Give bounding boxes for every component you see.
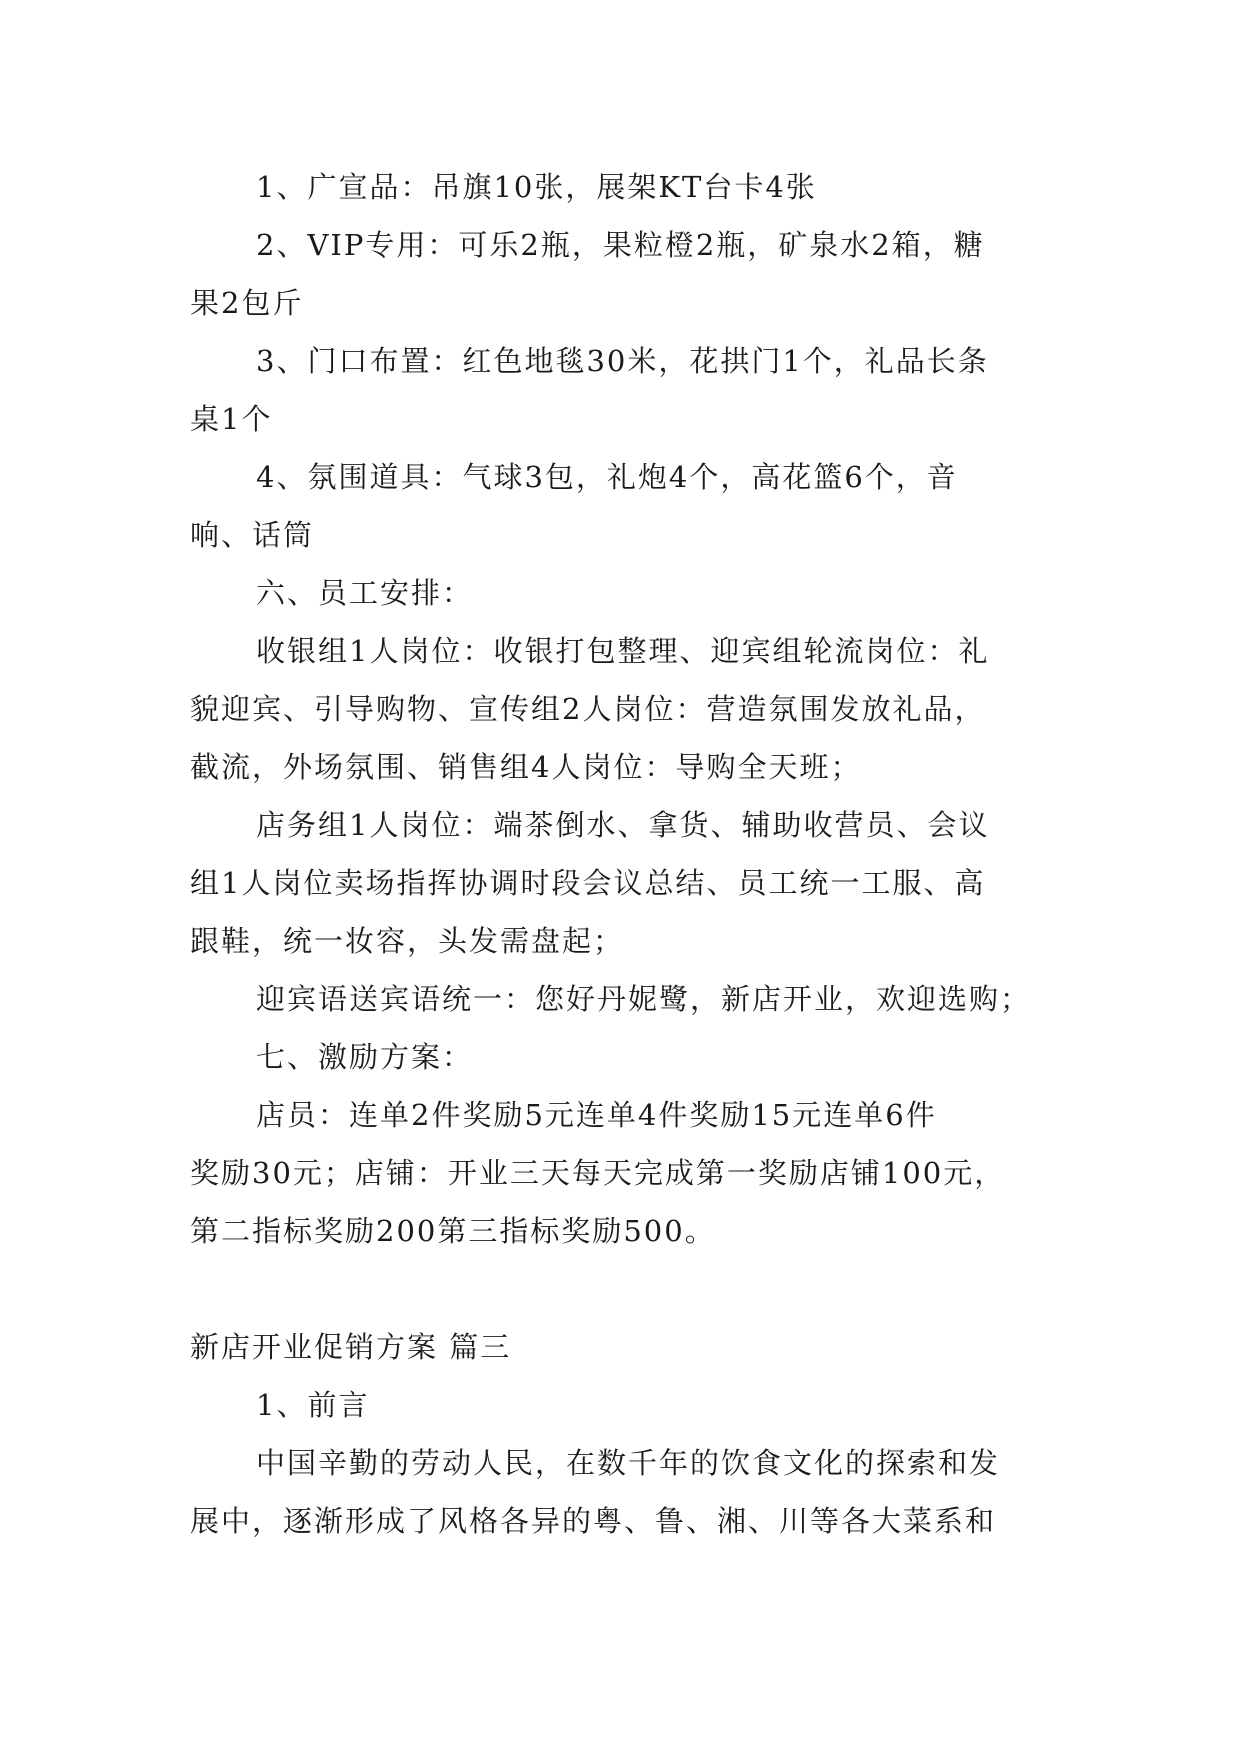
text-line: 组1人岗位卖场指挥协调时段会议总结、员工统一工服、高 bbox=[190, 866, 986, 900]
text-line: 七、激励方案： bbox=[256, 1040, 474, 1074]
text-line: 响、话筒 bbox=[190, 518, 315, 552]
paragraph-staff-2 bbox=[190, 796, 1060, 970]
paragraph-preface bbox=[190, 1434, 1060, 1550]
text-line: 店务组1人岗位：端茶倒水、拿货、辅助收营员、会议 bbox=[256, 808, 990, 842]
section-title-incentive bbox=[190, 1028, 1060, 1086]
paragraph-staff-1 bbox=[190, 622, 1060, 796]
document-body bbox=[190, 158, 1060, 1550]
text-line: 店员：连单2件奖励5元连单4件奖励15元连单6件 bbox=[256, 1098, 937, 1132]
text-line: 六、员工安排： bbox=[256, 576, 474, 610]
spacer bbox=[190, 1260, 1060, 1318]
text-line: 跟鞋，统一妆容，头发需盘起； bbox=[190, 924, 625, 958]
text-line: 第二指标奖励200第三指标奖励500。 bbox=[190, 1214, 716, 1248]
section-title-staff bbox=[190, 564, 1060, 622]
paragraph-greeting bbox=[190, 970, 1060, 1028]
text-line: 1、前言 bbox=[256, 1388, 370, 1422]
text-line: 貌迎宾、引导购物、宣传组2人岗位：营造氛围发放礼品， bbox=[190, 692, 986, 726]
text-line: 中国辛勤的劳动人民，在数千年的饮食文化的探索和发 bbox=[256, 1446, 1001, 1480]
paragraph-1 bbox=[190, 158, 1060, 216]
text-line: 果2包斤 bbox=[190, 286, 304, 320]
text-line: 奖励30元；店铺：开业三天每天完成第一奖励店铺100元， bbox=[190, 1156, 1006, 1190]
text-line: 收银组1人岗位：收银打包整理、迎宾组轮流岗位：礼 bbox=[256, 634, 990, 668]
text-line: 迎宾语送宾语统一：您好丹妮鹭，新店开业，欢迎选购； bbox=[256, 982, 1032, 1016]
text-line: 3、门口布置：红色地毯30米，花拱门1个，礼品长条 bbox=[256, 344, 989, 378]
paragraph-preface-title bbox=[190, 1376, 1060, 1434]
paragraph-4 bbox=[190, 448, 1060, 564]
text-line: 桌1个 bbox=[190, 402, 273, 436]
text-line: 截流，外场氛围、销售组4人岗位：导购全天班； bbox=[190, 750, 862, 784]
section-heading: 新店开业促销方案 篇三 bbox=[190, 1330, 512, 1364]
text-line: 展中，逐渐形成了风格各异的粤、鲁、湘、川等各大菜系和 bbox=[190, 1504, 997, 1538]
text-line: 4、氛围道具：气球3包，礼炮4个，高花篮6个，音 bbox=[256, 460, 958, 494]
paragraph-3 bbox=[190, 332, 1060, 448]
paragraph-incentive bbox=[190, 1086, 1060, 1260]
text-line: 1、广宣品：吊旗10张，展架KT台卡4张 bbox=[256, 170, 817, 204]
paragraph-2 bbox=[190, 216, 1060, 332]
text-line: 2、VIP专用：可乐2瓶，果粒橙2瓶，矿泉水2箱，糖 bbox=[256, 228, 985, 262]
